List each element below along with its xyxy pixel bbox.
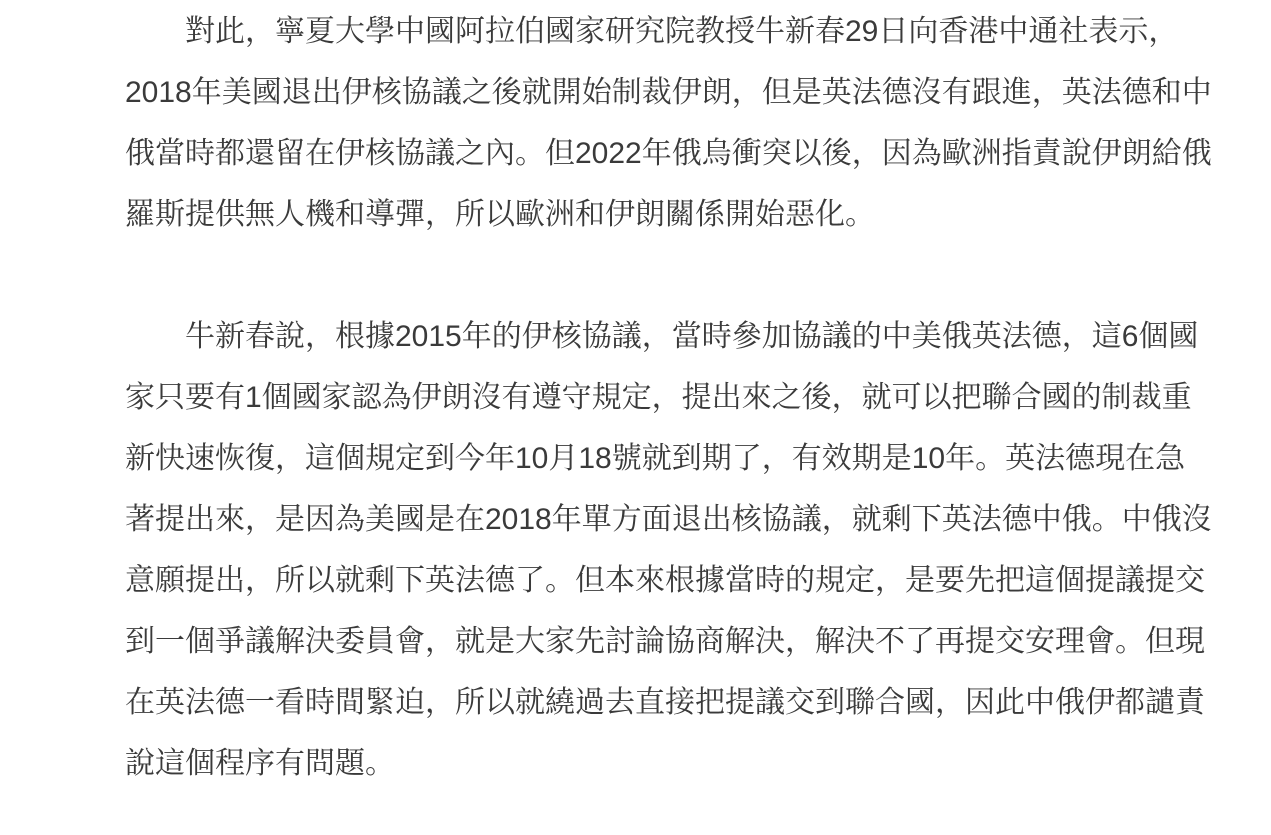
- text-line: 對此，寧夏大學中國阿拉伯國家研究院教授牛新春29日向香港中通社表示，: [185, 15, 1179, 48]
- article-body: [125, 1, 1210, 794]
- text-line: 到一個爭議解決委員會，就是大家先討論協商解決，解決不了再提交安理會。但現: [125, 625, 1205, 658]
- text-line: 2018年美國退出伊核協議之後就開始制裁伊朗，但是英法德沒有跟進，英法德和中: [125, 76, 1212, 109]
- text-line: 牛新春說，根據2015年的伊核協議，當時參加協議的中美俄英法德，這6個國: [185, 320, 1199, 353]
- text-line: 家只要有1個國家認為伊朗沒有遵守規定，提出來之後，就可以把聯合國的制裁重: [125, 381, 1192, 414]
- text-line: 羅斯提供無人機和導彈，所以歐洲和伊朗關係開始惡化。: [125, 198, 875, 231]
- text-line: 在英法德一看時間緊迫，所以就繞過去直接把提議交到聯合國，因此中俄伊都譴責: [125, 686, 1205, 719]
- text-line: 意願提出，所以就剩下英法德了。但本來根據當時的規定，是要先把這個提議提交: [125, 564, 1205, 597]
- paragraph-1: [125, 1, 1210, 245]
- paragraph-2: [125, 306, 1210, 794]
- text-line: 新快速恢復，這個規定到今年10月18號就到期了，有效期是10年。英法德現在急: [125, 442, 1186, 475]
- text-line: 俄當時都還留在伊核協議之內。但2022年俄烏衝突以後，因為歐洲指責說伊朗給俄: [125, 137, 1212, 170]
- text-line: 著提出來，是因為美國是在2018年單方面退出核協議，就剩下英法德中俄。中俄沒: [125, 503, 1212, 536]
- text-line: 說這個程序有問題。: [125, 747, 395, 780]
